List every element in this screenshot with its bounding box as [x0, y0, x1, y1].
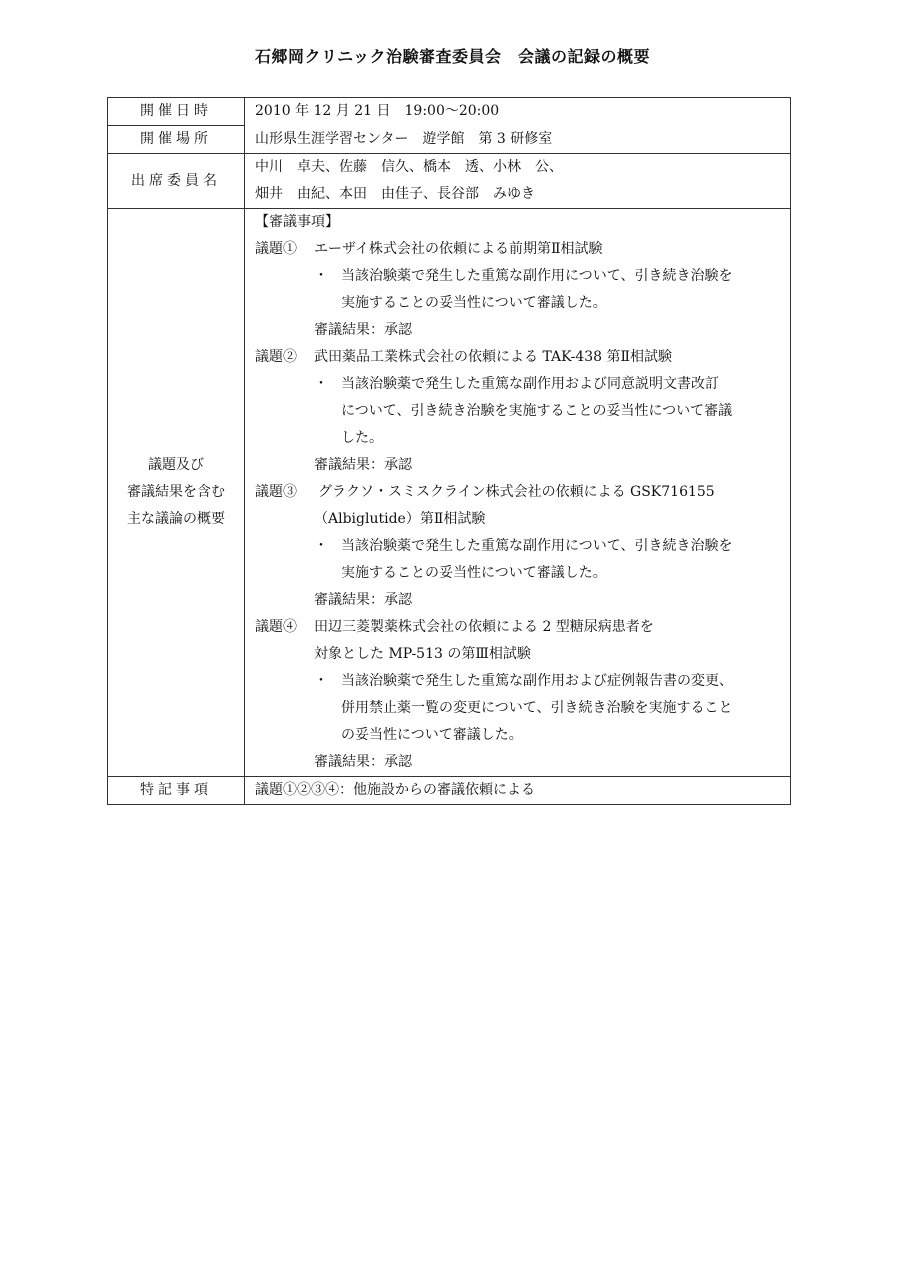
members-line: 畑井 由紀、本田 由佳子、長谷部 みゆき [255, 186, 535, 202]
agenda-item-title-cont: （Albiglutide）第Ⅱ相試験 [314, 511, 486, 527]
agenda-item-detail-cont: について、引き続き治験を実施することの妥当性について審議 [341, 403, 733, 419]
date-value: 2010 年 12 月 21 日 19:00～20:00 [255, 103, 500, 119]
agenda-item-title: 議題② 武田薬品工業株式会社の依頼による TAK-438 第Ⅱ相試験 [255, 349, 672, 365]
date-value-cell [245, 98, 791, 126]
members-label: 出席委員名 [108, 154, 245, 209]
agenda-item-detail-cont: した。 [341, 430, 383, 446]
summary-cell [245, 209, 791, 777]
agenda-item-result: 審議結果：承認 [314, 457, 412, 473]
agenda-item-title: 議題① エーザイ株式会社の依頼による前期第Ⅱ相試験 [255, 241, 603, 257]
summary-row [108, 209, 791, 777]
agenda-item-detail: ・ 当該治験薬で発生した重篤な副作用について、引き続き治験を [314, 538, 733, 554]
agenda-item-detail-cont: 実施することの妥当性について審議した。 [341, 295, 607, 311]
members-line: 中川 卓夫、佐藤 信久、橋本 透、小林 公、 [255, 159, 563, 175]
agenda-item-title: 議題④ 田辺三菱製薬株式会社の依頼による 2 型糖尿病患者を [255, 619, 654, 635]
document-title: 石郷岡クリニック治験審査委員会 会議の記録の概要 [254, 47, 651, 66]
agenda-item-detail-cont: の妥当性について審議した。 [341, 727, 523, 743]
members-cell [245, 154, 791, 209]
agenda-item-detail: ・ 当該治験薬で発生した重篤な副作用および症例報告書の変更、 [314, 673, 733, 689]
place-value: 山形県生涯学習センター 遊学館 第 3 研修室 [255, 130, 553, 147]
summary-label: 議題及び 審議結果を含む 主な議論の概要 [108, 209, 245, 777]
agenda-item-result: 審議結果：承認 [314, 322, 412, 338]
agenda-item-title-cont: 対象とした MP-513 の第Ⅲ相試験 [314, 646, 531, 662]
notes-label: 特記事項 [108, 777, 245, 805]
meeting-record-table [107, 97, 791, 805]
agenda-item-detail-cont: 併用禁止薬一覧の変更について、引き続き治験を実施すること [341, 700, 733, 716]
agenda-item-detail-cont: 実施することの妥当性について審議した。 [341, 565, 607, 581]
agenda-item-result: 審議結果：承認 [314, 592, 412, 608]
date-row [108, 98, 791, 126]
agenda-item-result: 審議結果：承認 [314, 754, 412, 770]
date-label: 開催日時 [108, 98, 245, 126]
place-value-cell [245, 126, 791, 154]
place-label: 開催場所 [108, 126, 245, 154]
notes-value: 議題①②③④：他施設からの審議依頼による [255, 782, 535, 798]
agenda-item-detail: ・ 当該治験薬で発生した重篤な副作用について、引き続き治験を [314, 268, 733, 284]
summary-heading: 【審議事項】 [255, 214, 339, 230]
agenda-item-title: 議題③ グラクソ・スミスクライン株式会社の依頼による GSK716155 [255, 484, 715, 500]
notes-row [108, 777, 791, 805]
place-row [108, 126, 791, 154]
notes-cell [245, 777, 791, 805]
members-row [108, 154, 791, 209]
agenda-item-detail: ・ 当該治験薬で発生した重篤な副作用および同意説明文書改訂 [314, 376, 719, 392]
